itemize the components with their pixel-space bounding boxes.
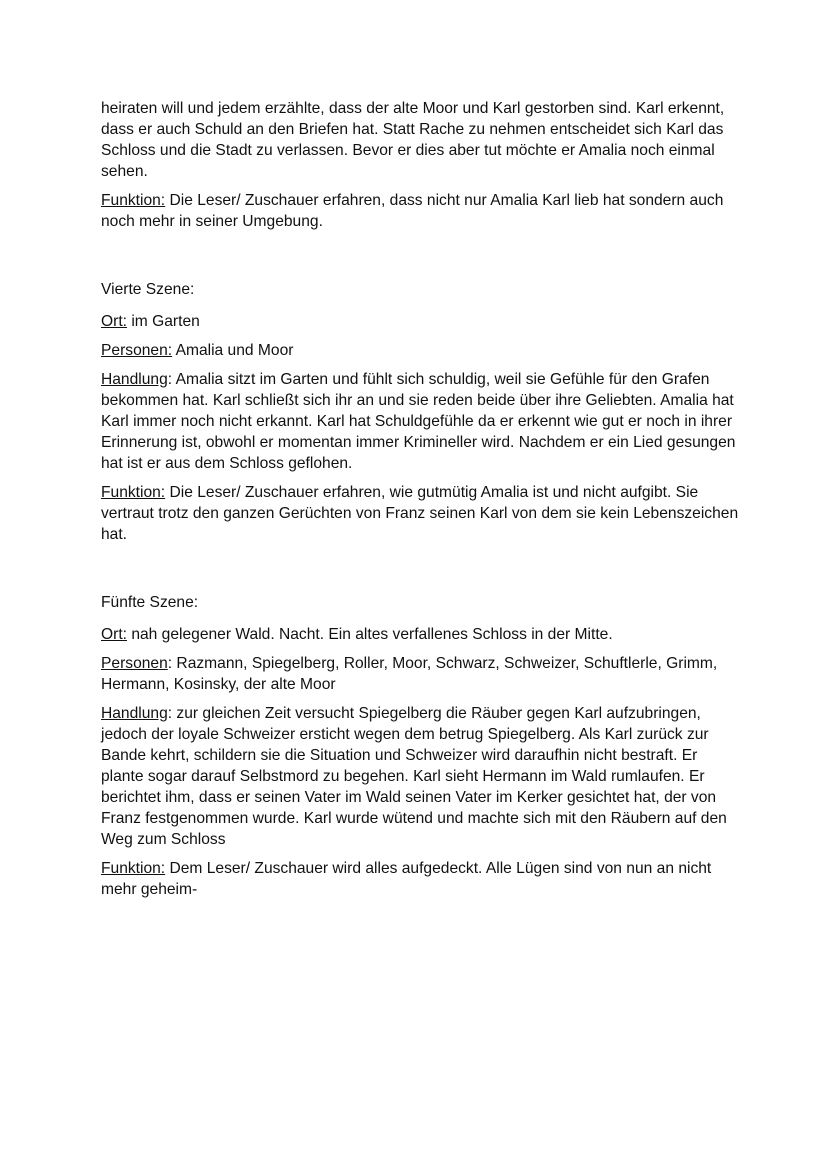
scene4-ort-label: Ort: <box>101 313 127 330</box>
scene5-funktion-label: Funktion: <box>101 860 166 877</box>
intro-funktion-paragraph <box>101 190 741 232</box>
scene4-title: Vierte Szene: <box>101 281 195 298</box>
scene5-handlung-label: Handlung <box>101 705 168 722</box>
scene4-ort-text: im Garten <box>127 313 200 330</box>
scene4-ort-paragraph <box>101 311 741 332</box>
scene4-handlung-label: Handlung <box>101 371 168 388</box>
scene4-handlung-paragraph <box>101 369 741 474</box>
intro-handlung-text: heiraten will und jedem erzählte, dass der alte Moor und Karl gestorben sind. Karl erkennt, dass er auch Schuld an den Briefen hat. Statt Rache zu nehmen entscheidet sich Karl das Schloss und die Stadt zu verlassen. Bevor er dies aber tut möchte er Amalia noch einmal sehen. <box>101 100 725 180</box>
scene4-handlung-text: : Amalia sitzt im Garten und fühlt sich schuldig, weil sie Gefühle für den Grafen bekommen hat. Karl schließt sich ihr an und sie reden beide über ihre Geliebten. Amalia hat Karl immer noch nicht erkannt. Karl hat Schuldgefühle da er erkennt wie gut er noch in ihrer Erinnerung ist, obwohl er momentan immer Krimineller wird. Nachdem er ein Lied gesungen hat ist er aus dem Schloss geflohen. <box>101 371 736 472</box>
scene5-funktion-text: Dem Leser/ Zuschauer wird alles aufgedeckt. Alle Lügen sind von nun an nicht mehr geheim- <box>101 860 712 898</box>
scene4-funktion-paragraph <box>101 482 741 545</box>
scene4-funktion-label: Funktion: <box>101 484 166 501</box>
scene5-personen-text: : Razmann, Spiegelberg, Roller, Moor, Schwarz, Schweizer, Schuftlerle, Grimm, Hermann, Kosinsky, der alte Moor <box>101 655 718 693</box>
scene5-funktion-paragraph <box>101 858 741 900</box>
scene5-handlung-paragraph <box>101 703 741 850</box>
intro-funktion-label: Funktion: <box>101 192 166 209</box>
scene4-personen-paragraph <box>101 340 741 361</box>
document-page <box>101 98 741 908</box>
scene5-handlung-text: : zur gleichen Zeit versucht Spiegelberg die Räuber gegen Karl aufzubringen, jedoch der loyale Schweizer ersticht wegen dem betrug Spiegelberg. Als Karl zurück zur Bande kehrt, schildern sie die Situation und Schweizer wird daraufhin nicht bestraft. Er plante sogar darauf Selbstmord zu begehen. Karl sieht Hermann im Wald rumlaufen. Er berichtet ihm, dass er seinen Vater im Wald seinen Vater im Kerker gesichtet hat, der von Franz festgenommen wurde. Karl wurde wütend und machte sich mit den Räubern auf den Weg zum Schloss <box>101 705 727 848</box>
scene5-ort-label: Ort: <box>101 626 127 643</box>
scene5-ort-text: nah gelegener Wald. Nacht. Ein altes verfallenes Schloss in der Mitte. <box>127 626 613 643</box>
scene4-personen-text: Amalia und Moor <box>172 342 294 359</box>
scene4-funktion-text: Die Leser/ Zuschauer erfahren, wie gutmütig Amalia ist und nicht aufgibt. Sie vertraut trotz den ganzen Gerüchten von Franz seinen Karl von dem sie kein Lebenszeichen hat. <box>101 484 739 543</box>
scene5-personen-label: Personen <box>101 655 168 672</box>
scene5-ort-paragraph <box>101 624 741 645</box>
scene4-personen-label: Personen: <box>101 342 173 359</box>
intro-handlung-paragraph <box>101 98 741 182</box>
scene5-personen-paragraph <box>101 653 741 695</box>
intro-funktion-text: Die Leser/ Zuschauer erfahren, dass nicht nur Amalia Karl lieb hat sondern auch noch mehr in seiner Umgebung. <box>101 192 724 230</box>
scene5-title: Fünfte Szene: <box>101 594 199 611</box>
